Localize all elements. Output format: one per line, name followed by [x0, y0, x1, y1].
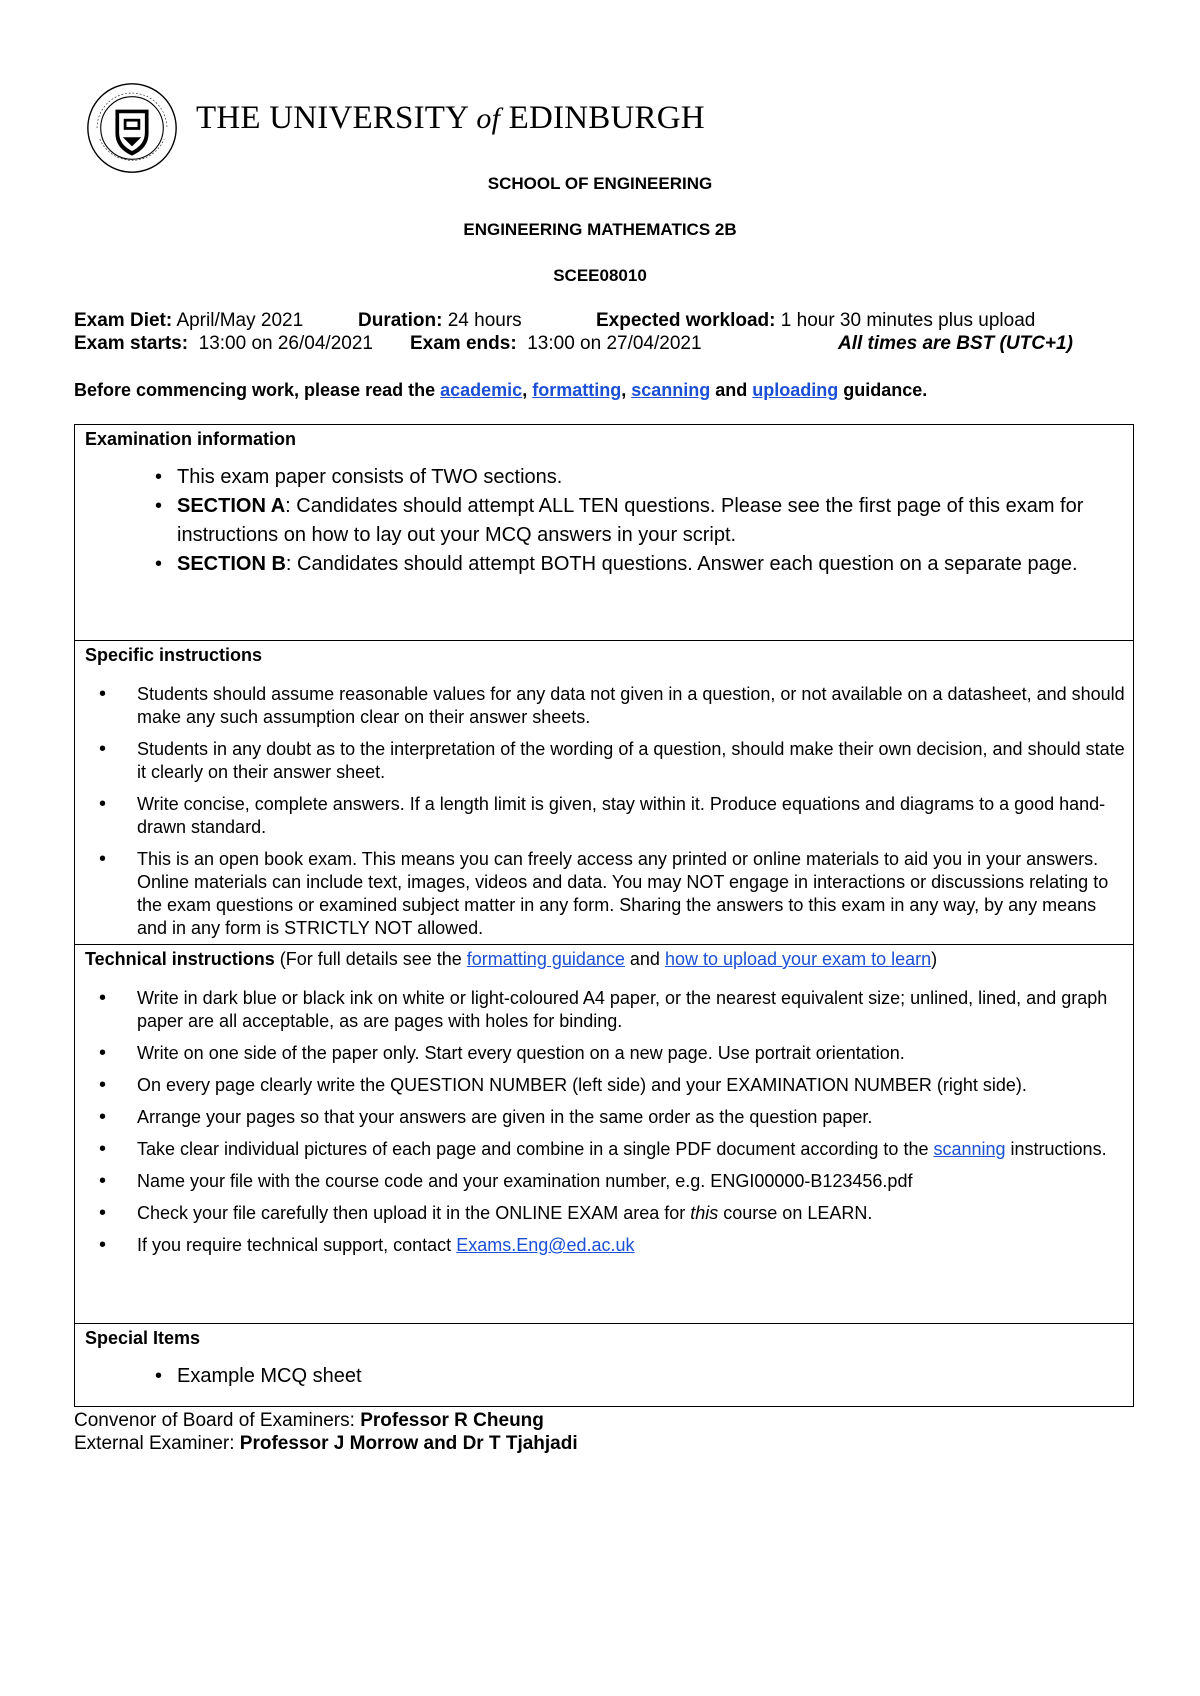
exam-diet: Exam Diet: April/May 2021 [74, 310, 304, 331]
school-title: SCHOOL OF ENGINEERING [487, 174, 713, 193]
course-title: ENGINEERING MATHEMATICS 2B [463, 220, 737, 239]
exam-duration: Duration: 24 hours [358, 310, 522, 331]
special-items-heading: Special Items [85, 1328, 201, 1348]
list-item: • If you require technical support, contact Exams.Eng@ed.ac.uk [75, 1234, 1125, 1257]
expected-workload: Expected workload: 1 hour 30 minutes plus upload [596, 310, 1036, 331]
examination-information-box [74, 424, 1134, 641]
list-item: • Name your file with the course code and your examination number, e.g. ENGI00000-B123456.pdf [75, 1170, 1125, 1193]
upload-exam-link[interactable]: how to upload your exam to learn [664, 949, 932, 969]
external-examiner-line: External Examiner: Professor J Morrow and Dr T Tjahjadi [74, 1433, 578, 1454]
specific-instructions-heading: Specific instructions [85, 645, 263, 665]
exam-starts: Exam starts: 13:00 on 26/04/2021 [74, 333, 373, 354]
support-email-link[interactable]: Exams.Eng@ed.ac.uk [456, 1235, 635, 1255]
university-crest-logo [86, 82, 178, 174]
list-item: • Write concise, complete answers. If a length limit is given, stay within it. Produce equations and diagrams to a good hand-drawn standard. [75, 793, 1125, 839]
scanning-link[interactable]: scanning [631, 380, 711, 400]
list-item: • On every page clearly write the QUESTION NUMBER (left side) and your EXAMINATION NUMBER (right side). [75, 1074, 1125, 1097]
convenor-line: Convenor of Board of Examiners: Professor R Cheung [74, 1410, 544, 1431]
list-item: • SECTION B: Candidates should attempt BOTH questions. Answer each question on a separate page. [75, 550, 1115, 579]
uploading-link[interactable]: uploading [752, 380, 839, 400]
exam-ends: Exam ends: 13:00 on 27/04/2021 [410, 333, 702, 354]
university-name: THE UNIVERSITY of EDINBURGH [196, 100, 705, 136]
times-note: All times are BST (UTC+1) [838, 333, 1073, 354]
list-item: • Check your file carefully then upload it in the ONLINE EXAM area for this course on LEARN. [75, 1202, 1125, 1225]
specific-instructions-box [74, 640, 1134, 945]
list-item: • SECTION A: Candidates should attempt ALL TEN questions. Please see the first page of this exam for instructions on how to lay out your MCQ answers in your script. [75, 492, 1115, 550]
formatting-guidance-link[interactable]: formatting guidance [466, 949, 625, 969]
academic-link[interactable]: academic [440, 380, 523, 400]
technical-instructions-list [75, 987, 1125, 1257]
technical-instructions-box [74, 944, 1134, 1324]
list-item: • Students in any doubt as to the interpretation of the wording of a question, should make their own decision, and should state it clearly on their answer sheet. [75, 738, 1125, 784]
special-items-list [75, 1362, 1115, 1391]
course-code: SCEE08010 [553, 266, 647, 285]
scanning-instructions-link[interactable]: scanning [933, 1139, 1006, 1159]
formatting-link[interactable]: formatting [532, 380, 622, 400]
list-item: • This is an open book exam. This means you can freely access any printed or online materials to aid you in your answers. Online materials can include text, images, videos and data. You may NOT engage in interactions or discussions relating to the exam questions or examined subject matter in any form. Sharing the answers to this exam in any way, by any means and in any form is STRICTLY NOT allowed. [75, 848, 1125, 940]
list-item: • Students should assume reasonable values for any data not given in a question, or not available on a datasheet, and should make any such assumption clear on their answer sheets. [75, 683, 1125, 729]
list-item: • Arrange your pages so that your answers are given in the same order as the question paper. [75, 1106, 1125, 1129]
special-items-box [74, 1323, 1134, 1407]
list-item: • This exam paper consists of TWO sections. [75, 463, 1115, 492]
examination-information-list [75, 463, 1115, 579]
technical-instructions-heading: Technical instructions (For full details see the formatting guidance and how to upload your exam to learn) [85, 949, 938, 969]
guidance-line: Before commencing work, please read the academic, formatting, scanning and uploading guidance. [74, 380, 928, 400]
list-item: • Write on one side of the paper only. Start every question on a new page. Use portrait orientation. [75, 1042, 1125, 1065]
specific-instructions-list [75, 683, 1125, 940]
examination-information-heading: Examination information [85, 429, 297, 449]
list-item: • Take clear individual pictures of each page and combine in a single PDF document according to the scanning instructions. [75, 1138, 1125, 1161]
list-item: • Write in dark blue or black ink on white or light-coloured A4 paper, or the nearest equivalent size; unlined, lined, and graph paper are all acceptable, as are pages with holes for binding. [75, 987, 1125, 1033]
list-item: • Example MCQ sheet [75, 1362, 1115, 1391]
